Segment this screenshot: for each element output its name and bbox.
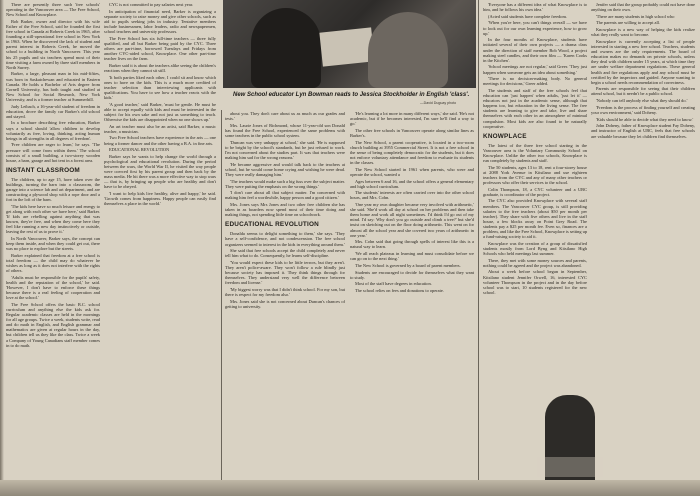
paragraph: In North Vancouver, Barker says, the concept can keep them inside, and when they could get out, there was no place to explore but the streets.	[6, 236, 100, 252]
paragraph: 'The teachers would make such a big fuss over the subject matter. They were putting the emphasis on the wrong things.'	[225, 178, 345, 189]
photo-figure-child	[368, 12, 448, 88]
paragraph: Ages between 6 and 16, and the school offers a general elementary and high school curriculum.	[350, 178, 474, 189]
paragraph: In a brochure describing free education, Barker says a school should 'allow children to develop voluntarily as free, loving, thinking, acting human beings in all strengths in all degrees of freedom'.	[6, 120, 100, 141]
paragraph: She said that free schools accept the child completely and never tell him what to do. Consequently, he learns self-discipline.	[225, 248, 345, 259]
paragraph: 'It both parties liked each other, I could sit and know which ones to have on the kids. This is a much more credited of teacher selection than interviewing applicants with qualifications. You have to see how a teacher reacts with the kids.'	[104, 74, 216, 100]
paragraph: 'You would expect these kids to be little terrors, but they aren't. They aren't police-aware. They won't follow a rule blindly just because society has imposed it. They think things through for themselves. They understand very well the difference between freedom and license.'	[225, 260, 345, 286]
paragraph: The other free schools in Vancouver operate along similar lines as Barker's.	[350, 127, 474, 138]
paragraph: 'Kids should be able to decide what they need to know.'	[596, 116, 694, 122]
paragraph: 'When you're here, you can't things overall — we have to look out for our own learning experience, how to grow up.'	[483, 20, 587, 36]
paragraph: In the four months of Knowplace, students have initiated several of their own projects — a drama class under the direction of staff member Bob Wood, a project making steel candles, and their own film — 'Karen Cooks in the Kitchen'.	[483, 37, 587, 63]
page-edge-shadow	[0, 0, 4, 496]
photo-figure-teacher	[251, 8, 321, 88]
paragraph: about you. They don't care about us as much as our grades and tests.'	[225, 111, 345, 122]
paragraph: There are presently three such 'free schools' operating in the Vancouver area — The Free School, New School and Knowplace.	[6, 2, 100, 18]
paragraph: 'He became aggressive and would talk back to the teachers at school, but he would come home crying and wishing he were dead. They were really damaging him.'	[225, 161, 345, 177]
paragraph: CYC is not committed to pay salaries next year.	[109, 2, 194, 7]
paragraph: Knowplace is a new way of helping the kids realize what they really want to become.	[591, 27, 695, 38]
photo-book	[319, 27, 374, 66]
paragraph: 'We all reach plateaus in learning and must consolidate before we can go on to the next thing.'	[350, 251, 474, 262]
paragraph: The New School, a parent cooperative, is located in a two-room church building at 3955 Commercial Street. It is not a free school in the sense of being completely democratic for the students, but it does not enforce voluntary attendance and freedom to evaluate its students in the classes.	[350, 139, 474, 166]
paragraph: Jenifer said that the group probably could not have done anything on their own.	[591, 2, 695, 13]
paragraph: The school relies on fees and donations to operate.	[355, 288, 444, 294]
paragraph: 'Duncan was very unhappy at school,' she said. 'He is supposed to be bright by the school's standards, but he just refused to work. I'm not concerned about the studies part. It was that teachers were making him sad for the wrong reasons.'	[225, 139, 345, 160]
paragraph: The children, up to age 15, have taken over the buildings, turning the barn into a classroom, the garage into a science lab and art department, and are constructing a plywood shop with a rope door and a fort in the loft of the barn.	[6, 176, 100, 203]
paragraph: Most of the staff have degrees in education.	[355, 281, 432, 287]
paragraph: Mrs. Laurie Jones of Richmond, whose 11-year-old son Donald has found the Free School, experienced the same problems with some teachers in the public school system.	[225, 122, 345, 138]
paragraph: Students are encouraged to decide for themselves what they want to study.	[350, 269, 474, 280]
paragraph: 'Everyone has a different idea of what Knowplace is to him, and he follows his own idea.'	[483, 2, 587, 13]
paragraph: Parents are responsible for seeing that their children attend school, but it needn't be a public school.	[591, 86, 695, 97]
paragraph: 'He's learning a lot more in many different ways,' she said. 'He's not academic, but if he becomes interested, I'm sure he'll find a way to go.'	[350, 111, 474, 127]
paragraph: 'I want to help kids live healthy, alive and happy,' he said. 'Growth comes from happiness. Happy people can easily find themselves a place in the world.'	[104, 191, 216, 207]
photo-caption: New School educator Lyn Bowman reads to Jessica Stockholder in English 'class'.	[233, 92, 470, 98]
paragraph: Knowplace was the creation of a group of dissatisfied students mostly from Lord Byng and Kitsilano High Schools who held meetings last summer.	[483, 240, 587, 256]
paragraph: Bob Barker, owner and director with his wife Esther of the Free School, said he founded the first free school in Canada at Roberts Creek in 1965, after founding a still-operational free school in New York in 1963. When he discovered the lack of student and parent interest in Roberts Creek, he moved the school to a building in North Vancouver. This year his 25 pupils and six teachers spend most of their time visiting a farm owned by three staff members in North Surrey.	[6, 18, 100, 70]
paragraph: The students' interests are often carried over into the other school hours, and Mrs. Cohn.	[350, 190, 474, 201]
column-3	[225, 111, 345, 480]
paragraph: About a week before school began in September, Kitsilano student Jennifer Orwell, 16, interested CYC volunteer Thompson in the project and in the day before school was to start, 10 students registered for the new school.	[483, 269, 587, 295]
section-heading-knowplace: KNOWPLACE	[483, 132, 527, 140]
paragraph: 'There is no decision-making body. No general meetings for decisions,' Greer added.	[483, 76, 587, 87]
paragraph: 'Freedom is the process of finding yourself and creating your own environment,' said Doheny.	[591, 104, 695, 115]
column-4	[350, 111, 474, 480]
paragraph: The parents are willing to accept all.	[596, 20, 661, 26]
photo-credit: —David Duguay photo	[420, 101, 457, 105]
page-fold-shadow	[0, 480, 700, 496]
paragraph: 'A good teacher,' said Barker, 'must be gentle. He must be able to accept equally with kids and must be interested in the subject for his own sake and not just as something to teach. Otherwise the kids are disappointed when no one shows up.'	[104, 101, 216, 122]
paragraph: Knowplace is currently accepting a list of people interested in starting a new free school. Teachers, students and owners are the only requirements. The board of education makes no demands on private schools, unless they deal with children under 15 years, at which time they are under welfare department regulations. These general health and fire regulations apply and any school must be certified by the inspectors and guided. Anyone wanting to begin a school needs recommendation of correctness.	[591, 38, 695, 85]
paragraph: Donalda seems to delight something to them,' she says. 'They have a self-confidence, and not condescension. The free school organizers seemed to interest in the kids in everything around them.'	[225, 231, 345, 247]
paragraph: 'There are many students in high school who	[596, 13, 675, 19]
paragraph: 'Adults must be responsible for the pupils' safety, health and the reputation of the school,' he said. 'However, I don't have to enforce these things because there is a real feeling of cooperation and love at the school.'	[6, 274, 100, 301]
paragraph: The Free School offers the basic B.C. school curriculum and anything else the kids ask for. Regular academic classes are held in the mornings for all age groups. Twice a week, students write, read and do math in English, and English grammar and mathematics are given at regular hours in the day, but children tell us they like the class. Twice a week a Company of Young Canadians staff member comes in to do math.	[6, 301, 100, 348]
paragraph: The New School started in 1961 when parents, who were and operate the school, wanted a	[350, 166, 474, 177]
paragraph: 'Free children are eager to learn,' he says. 'The pressure will come from within them.' The school consists of a small building, a two-storey wooden house, a barn, garage and hot tent in a forest area.	[6, 142, 100, 163]
paragraph: In anticipation of financial need, Barker is organizing a separate society to raise money and give other schools, such as aid to pupils seeking jobs in industry. Tentative members include businessmen, labor leaders, radio and newspapermen, school teachers and university professors.	[104, 8, 216, 35]
paragraph: (Acted said students have complete freedom.	[488, 13, 568, 19]
paragraph: The Free School has six full-time teachers — three fully qualified, and all but Barker being paid by the CYC. Three others are part-time, borrowed Tuesdays and Fridays from another CYC-aided school, Knowplace. One other part-time teacher lives on the farm.	[104, 35, 216, 62]
paragraph: Mrs. Jones said she is not concerned about Duncan's chances of getting to university.	[225, 298, 345, 309]
raised-fist-illustration	[545, 395, 595, 490]
column-2	[104, 2, 216, 480]
column-1	[6, 2, 100, 480]
paragraph: John Doheny, father of Knowplace student Fay Doheny, and instructor of English at UBC, feels that free schools are valuable because they let children find themselves.	[591, 123, 695, 139]
paragraph: EDUCATIONAL REVOLUTION	[109, 147, 170, 153]
paragraph: Barker, a large, pleasant man in his mid-fifties, was born in Saskatchewan and educated in Eastern Canada. He holds a Bachelor of Arts degree from Cornell University, has both taught and studied at New School for Social Research, New York University, and is a former teacher at Summerhill.	[6, 71, 100, 102]
paragraph: Mrs. Jones says Mrs Jones and two other free children she has taken in as boarders now spend most of their time doing and making things, not spending little time on schoolwork.	[225, 202, 345, 218]
paragraph: The New School is governed by a board of parent members.	[355, 262, 461, 268]
paragraph: Barker explained that freedom at a free school is total freedom — the child may do whatever he wishes as long as it does not interfere with the rights of others.	[6, 252, 100, 274]
paragraph: Barker says he wants to help change the world through a psychological and educational revolution. During the period between the wars, the World War II, he visited the way people were coerced first by his parent group and then back by the mass media. He hit there was a more effective way to stop wars — that is, by bringing up people who are healthy and don't have to be obeyed.	[104, 153, 216, 190]
paragraph: The CYC also provided Knowplace with several staff members. The Vancouver CYC group, is still providing salaries to the free teachers (about $50 per month per teacher). They share with five others and live in the staff house, a few blocks away on Point Grey Road. The students pay a $25 per month fee. Even so, finances are a problem, and like the Free School, Knowplace is setting up a fund-raising society to aid it.	[483, 198, 587, 240]
paragraph: Two Free School teachers have experience in the arts — one being a former dancer and the other having a B.A. in fine arts.	[104, 135, 216, 146]
paragraph: Mrs. Cohn said that going through spells of interest like this is a natural way to learn.	[350, 239, 474, 250]
paragraph: The latest of the three free school starting in the Vancouver area is the Voluntary Community School on Knowplace. Unlike the other two schools, Knowplace is run completely by students and staff.	[483, 142, 587, 163]
paragraph: Colin Thompson, 18, a CYC volunteer and a UBC graduate, is coordinator of the project.	[483, 186, 587, 197]
paragraph: 'The kids here have so much leisure and energy to get along with each other we have here,' said Barker. 'If kids are rebelling against anything that was known, they're free, and when they come here they feel like running a new day instinctively or outside, leaving the rest of us to prove it.'	[6, 203, 100, 235]
section-heading-instant-classroom: INSTANT CLASSROOM	[6, 166, 80, 174]
paragraph: The students and staff of the free schools feel that education can 'just happen' when adults, 'just let it' — educators not just in the academic sense, although that happens too, but education in the living sense. The free students are learning to give and take, live and share themselves with each other in an atmosphere of minimal compulsion. Most kids are also found to be naturally cooperative.	[483, 87, 587, 129]
paragraph: The 50 students, ages 13 to 18, rent a four-storey house at 2088 York Avenue in Kitsilano and use eighteen teachers from the CYC and any of many other teachers or professors who offer their services to the school.	[483, 164, 587, 185]
paragraph: Barker said it is about the teachers alike seeing the children's reactions when they cannot sit still.	[104, 62, 216, 73]
paragraph: Judy Leibach, a 16-year-old student of freedom in education, drove the family car Barker's old school and stayed.	[6, 103, 100, 119]
paragraph: There, they met with some money sources and parents, nothing could be agreed and the project was abandoned.	[483, 257, 587, 268]
column-rule	[478, 0, 479, 496]
paragraph: 'I don't care about all that subject matter. I'm concerned with making him feel a worthwhile, happy person and a good citizen.'	[225, 190, 345, 201]
paragraph: 'One year my own daughter became very involved with arithmetic,' she said. 'She'd work all day at school on her problems and then take them home and work all night sometimes. I'd think I'd go out of my mind. I'd say: Why don't you go outside and climb a tree?' but she'd insist on sketching out on the floor doing arithmetic. This went on for almost all the school year and she covered two years of arithmetic in one year.'	[350, 202, 474, 238]
paragraph: 'Nobody can tell anybody else what they should do.'	[596, 98, 688, 104]
paragraph: 'My biggest worry was that I didn't think school. For my son, but there is respect for my freedom also.'	[225, 287, 345, 298]
classroom-photo	[223, 0, 476, 88]
paragraph: An art teacher must also be an artist, said Barker, a music teacher, a musician.	[104, 123, 216, 134]
section-heading-educational-revolution: EDUCATIONAL REVOLUTION	[225, 221, 319, 229]
column-6	[591, 2, 695, 480]
column-rule	[221, 110, 222, 496]
paragraph: 'School meetings are not regular,' said Greer. 'They just happen when someone gets an idea about something.'	[483, 64, 587, 75]
